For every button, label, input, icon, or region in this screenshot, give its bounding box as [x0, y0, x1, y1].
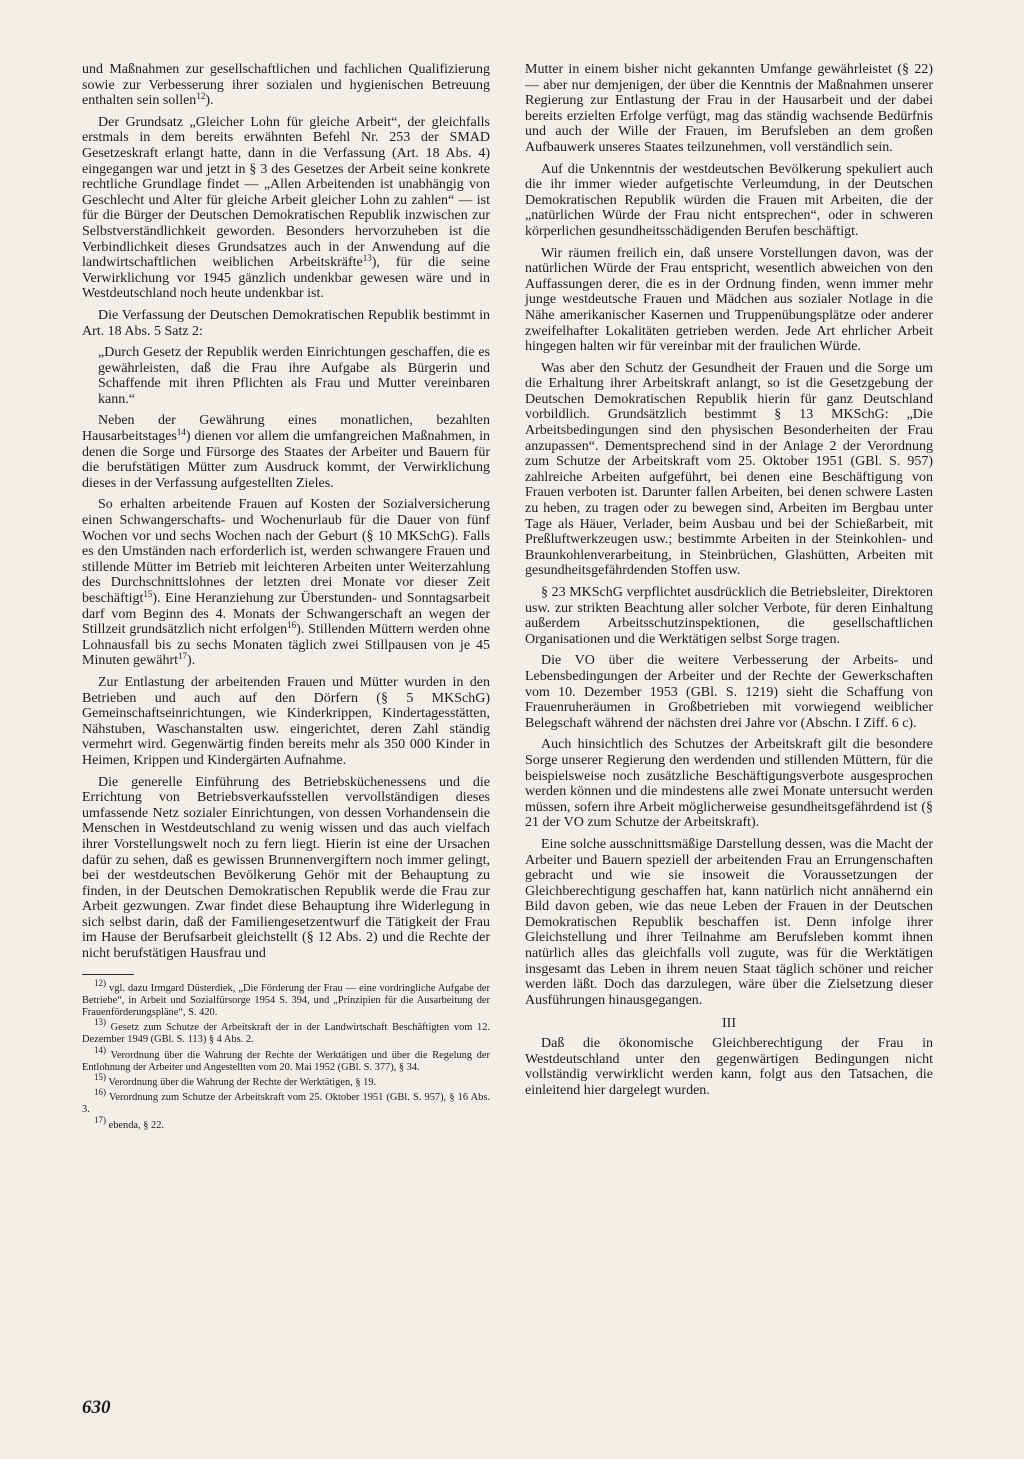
- body-paragraph: Auch hinsichtlich des Schutzes der Arbeitskraft gilt die besondere Sorge unserer Regierung den werdenden und stillenden Müttern, für die beispielsweise noch zusätzliche Beschäftigungsverbote ausgesprochen werden können und die mindestens alle zwei Monate untersucht werden müssen, sofern ihre Arbeit möglicherweise gesundheitsgefährdend ist (§ 21 der VO zum Schutze der Arbeitskraft).: [525, 737, 933, 831]
- body-paragraph: Die generelle Einführung des Betriebsküchenessens und die Errichtung von Betriebsverkaufsstellen vervollständigen dieses umfassende Netz sozialer Einrichtungen, von dessen Vorhandensein die Menschen in Westdeutschland zu wenig wissen und das auch vielfach ihrer Vorstellungswelt noch zu fern liegt. Hierin ist eine der Ursachen dafür zu sehen, daß es gewissen Brunnenvergiftern noch immer gelingt, bei der westdeutschen Bevölkerung Gehör mit der Behauptung zu finden, in der Deutschen Demokratischen Republik werde die Frau zur Arbeit gezwungen. Zwar findet diese Behauptung ihre Widerlegung in sich selbst darin, daß der Familiengesetzentwurf die Tätigkeit der Frau im Hause der Berufsarbeit gleichstellt (§ 12 Abs. 2) und die Rechte der nicht berufstätigen Hausfrau und: [82, 774, 490, 962]
- footnote-ref[interactable]: 13: [362, 253, 372, 264]
- body-paragraph: Die Verfassung der Deutschen Demokratischen Republik bestimmt in Art. 18 Abs. 5 Satz 2:: [82, 307, 490, 339]
- footnote: $^{12)}$ vgl. dazu Irmgard Düsterdiek, „Die Förderung der Frau — eine vordringliche Aufgabe der Betriebe“, in Arbeit und Sozialfürsorge 1954 S. 394, und „Prinzipien für die Ausarbeitung der Frauenförderungspläne“, S. 420.: [82, 977, 490, 1019]
- footnote: $^{13)}$ Gesetz zum Schutze der Arbeitskraft der in der Landwirtschaft Beschäftigten vom 12. Dezember 1949 (GBl. S. 113) § 4 Abs. 2.: [82, 1017, 490, 1046]
- footnote: $^{16)}$ Verordnung zum Schutze der Arbeitskraft vom 25. Oktober 1951 (GBl. S. 957), § 16 Abs. 3.: [82, 1087, 490, 1116]
- body-paragraph: Wir räumen freilich ein, daß unsere Vorstellungen davon, was der natürlichen Würde der Frau entspricht, wesentlich abweichen von den Auffassungen derer, die es in der Ordnung finden, wenn immer mehr junge westdeutsche Frauen und Mädchen aus sozialer Notlage in die Nähe amerikanischer Kasernen und Truppenübungsplätze oder anderer zweifelhafter Lokalitäten getrieben werden. Jede Art ehrlicher Arbeit hingegen halten wir für vereinbar mit der fraulichen Würde.: [525, 245, 933, 355]
- body-paragraph: und Maßnahmen zur gesellschaftlichen und fachlichen Qualifizierung sowie zur Verbesserung ihrer sozialen und hygienischen Betreuung enthalten sein sollen$^{12}$).: [82, 62, 490, 109]
- footnote-ref[interactable]: 14: [176, 427, 186, 438]
- body-paragraph: Neben der Gewährung eines monatlichen, bezahlten Hausarbeitstages$^{14}$) dienen vor allem die umfangreichen Maßnahmen, in denen die Sorge und Fürsorge des Staates der Arbeiter und Bauern für die berufstätigen Mütter zum Ausdruck kommt, der Verwirklichung dieses in der Verfassung aufgestellten Zieles.: [82, 413, 491, 491]
- section-heading: III: [722, 1016, 736, 1032]
- body-paragraph: Daß die ökonomische Gleichberechtigung der Frau in Westdeutschland unter den gegenwärtigen Bedingungen nicht vollständig verwirklicht werden kann, folgt aus den Tatsachen, die einleitend hier dargelegt wurden.: [525, 1036, 933, 1098]
- body-paragraph: Was aber den Schutz der Gesundheit der Frauen und die Sorge um die Erhaltung ihrer Arbeitskraft anlangt, so ist die Gesetzgebung der Deutschen Demokratischen Republik hierin für ganz Deutschland vorbildlich. Grundsätzlich bestimmt § 13 MKSchG: „Die Arbeitsbedingungen sind den physischen Besonderheiten der Frau anzupassen“. Dementsprechend sind in der Anlage 2 der Verordnung zum Schutze der Arbeitskraft vom 25. Oktober 1951 (GBl. S. 957) zahlreiche Arbeiten aufgeführt, bei denen eine Beschäftigung von Frauen verboten ist. Darunter fallen Arbeiten, bei denen schwere Lasten zu heben, zu tragen oder zu bewegen sind, Arbeiten im Bergbau unter Tage als Häuer, Verlader, beim Ausbau und bei der Schießarbeit, mit Preßluftwerkzeugen usw.; bestimmte Arbeiten in der Steinkohlen- und Braunkohlenverarbeitung, in Steinbrüchen, Glashütten, Arbeiten mit gesundheitsgefährdenden Stoffen usw.: [525, 360, 933, 579]
- body-paragraph: § 23 MKSchG verpflichtet ausdrücklich die Betriebsleiter, Direktoren usw. zur strikten Beachtung aller solcher Verbote, für deren Einhaltung außerdem Arbeitsschutzinspektionen, die gesellschaftlichen Organisationen und die Werktätigen selbst Sorge tragen.: [525, 585, 933, 647]
- footnote: $^{15)}$ Verordnung über die Wahrung der Rechte der Werktätigen, § 19.: [94, 1072, 377, 1089]
- quote-text: „Durch Gesetz der Republik werden Einrichtungen geschaffen, die es gewährleisten, daß die Frau ihre Aufgabe als Bürgerin und Schaffende mit ihren Pflichten als Frau und Mutter vereinbaren kann.“: [98, 345, 490, 407]
- body-paragraph: Zur Entlastung der arbeitenden Frauen und Mütter wurden in den Betrieben und auch auf den Dörfern (§ 5 MKSchG) Gemeinschaftseinrichtungen, wie Kinderkrippen, Kindertagesstätten, Nähstuben, Waschanstalten usw. eingerichtet, deren Zahl ständig vermehrt wird. Gegenwärtig finden bereits mehr als 350 000 Kinder in Heimen, Krippen und Kindergärten Aufnahme.: [82, 674, 490, 768]
- constitution-quote: [98, 345, 490, 407]
- footnote-ref[interactable]: 17: [178, 651, 188, 662]
- body-paragraph: Die VO über die weitere Verbesserung der Arbeits- und Lebensbedingungen der Arbeiter und der Rechte der Gewerkschaften vom 10. Dezember 1953 (GBl. S. 1219) sieht die Schaffung von Frauenruheräumen in Großbetrieben mit vorwiegend weiblicher Belegschaft während der nächsten drei Jahre vor (Abschn. I Ziff. 6 c).: [525, 653, 933, 731]
- body-paragraph: Auf die Unkenntnis der westdeutschen Bevölkerung spekuliert auch die ihr immer wieder aufgetischte Verleumdung, in der Deutschen Demokratischen Republik würden die Frauen mit Arbeiten, die der „natürlichen Würde der Frau nicht entsprechen“, oder in schweren körperlichen gesundheitsschädigenden Berufen beschäftigt.: [525, 161, 933, 239]
- footnote-divider: [82, 974, 134, 975]
- footnote-ref[interactable]: 15: [143, 589, 153, 599]
- left-column: [82, 62, 490, 1132]
- body-paragraph: So erhalten arbeitende Frauen auf Kosten der Sozialversicherung einen Schwangerschafts- und Wochenurlaub für die Dauer von fünf Wochen vor und sechs Wochen nach der Geburt (§ 10 MKSchG). Falls es den Umständen nach erforderlich ist, werden schwangere Frauen und stillende Mütter im Betrieb mit leichteren Arbeiten unter Weiterzahlung des Durchschnittslohnes der letzten drei Monate vor dieser Zeit beschäftigt$^{15}$). Eine Heranziehung zur Überstunden- und Sonntagsarbeit darf vom Beginn des 4. Monats der Schwangerschaft an wegen der Stillzeit grundsätzlich nicht erfolgen$^{16}$). Stillenden Müttern werden ohne Lohnausfall bis zu sechs Monaten täglich zwei Stillpausen von je 45 Minuten gewährt$^{17}$).: [82, 497, 491, 669]
- footnote: $^{14)}$ Verordnung über die Wahrung der Rechte der Werktätigen und über die Regelung der Entlohnung der Arbeiter und Angestellten vom 20. Mai 1952 (GBl. S. 377), § 34.: [82, 1044, 490, 1073]
- footnotes: [82, 977, 490, 1132]
- body-paragraph: Eine solche ausschnittsmäßige Darstellung dessen, was die Macht der Arbeiter und Bauern speziell der arbeitenden Frau an Errungenschaften gebracht und wie sie insoweit die Voraussetzungen der Gleichberechtigung geschaffen hat, kann natürlich nicht annähernd ein Bild davon geben, wie das neue Leben der Frauen in der Deutschen Demokratischen Republik beschaffen ist. Denn infolge ihrer Gleichstellung und ihrer Teilnahme am Berufsleben kommt ihnen natürlich alles das gleichfalls voll zugute, was für die Werktätigen insgesamt das Leben in ihrem neuen Staat täglich schöner und reicher werden läßt. Doch das darzulegen, wäre über die Zielsetzung dieser Ausführungen hinausgegangen.: [525, 836, 933, 1008]
- footnote-ref[interactable]: 12: [196, 91, 206, 102]
- footnote-ref[interactable]: 16: [287, 620, 297, 631]
- body-paragraph: Der Grundsatz „Gleicher Lohn für gleiche Arbeit“, der gleichfalls erstmals in dem bereits erwähnten Befehl Nr. 253 der SMAD Gesetzeskraft erlangt hatte, dann in die Verfassung (Art. 18 Abs. 4) eingegangen war und jetzt in § 3 des Gesetzes der Arbeit seine konkrete rechtliche Grundlage findet — „Allen Arbeitenden ist unabhängig von Geschlecht und Alter für gleiche Arbeit gleicher Lohn zu zahlen“ — ist für die Bürger der Deutschen Demokratischen Republik inzwischen zur Selbstverständlichkeit geworden. Besonders hervorzuheben ist die Verbindlichkeit dieses Grundsatzes auch in der Anwendung auf die landwirtschaftlichen weiblichen Arbeitskräfte$^{13}$), für die seine Verwirklichung vor 1945 gänzlich undenkbar gewesen wäre und in Westdeutschland noch heute undenkbar ist.: [82, 114, 490, 302]
- right-column: [525, 62, 933, 1098]
- body-paragraph: Mutter in einem bisher nicht gekannten Umfange gewährleistet (§ 22) — aber nur demjenigen, der über die Kenntnis der Maßnahmen unserer Regierung zur Entlastung der Frau in der Hausarbeit und der dabei bereits erzielten Erfolge verfügt, mag das ständig wachsende Bedürfnis und auch der Wille der Frauen, im Berufsleben an dem großen Aufbauwerk unseres Staates teilzunehmen, voll verständlich sein.: [525, 62, 933, 155]
- footnote: $^{17)}$ ebenda, § 22.: [94, 1114, 165, 1131]
- page-number: 630: [82, 1397, 111, 1418]
